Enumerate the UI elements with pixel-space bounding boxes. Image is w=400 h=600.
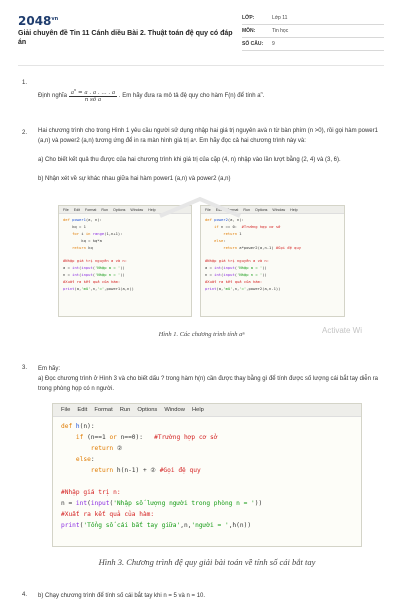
code-token: (a,	[74, 286, 82, 292]
code-token: input	[223, 272, 235, 278]
code-line	[205, 238, 340, 245]
menu-item-options[interactable]: Options	[112, 207, 126, 212]
code-token: (	[92, 272, 96, 278]
chevron-decoration-icon	[155, 196, 245, 218]
code-token: input	[223, 265, 235, 271]
question-3-part-a: a) Đọc chương trình ở Hình 3 và cho biết dấu ? trong hàm h(n) cần được thay bằng gì để tính được số lượng cái bắt tay diễn ra trong phòng họp có n người.	[38, 376, 378, 392]
code-line	[205, 258, 340, 265]
code-token: #Nhập giá trị nguyên a và n:	[63, 258, 128, 264]
code-token: kq = 1	[63, 223, 86, 229]
code-line	[205, 279, 340, 286]
code-token: #Gọi đệ quy	[159, 467, 201, 474]
code-token: h	[75, 423, 80, 430]
code-line	[63, 252, 187, 259]
code-token: (1,n+1):	[104, 230, 123, 236]
code-line	[63, 272, 187, 279]
code-token: (	[221, 265, 224, 271]
code-token: def	[205, 217, 215, 222]
menu-item-help[interactable]: Help	[290, 207, 298, 212]
code-token: (a, n):	[227, 217, 244, 222]
menu-item-file[interactable]: File	[61, 407, 71, 413]
code-line	[205, 224, 340, 231]
menu-item-help[interactable]: Help	[148, 207, 156, 212]
code-token: n==0):	[120, 434, 155, 441]
code-token: ))	[120, 265, 125, 271]
code-token: int	[72, 272, 80, 278]
code-token: 1	[101, 434, 110, 441]
code-line	[61, 509, 353, 520]
code-token: 'Tổng số cái bắt tay giữa'	[83, 522, 181, 529]
code-token: else	[61, 456, 91, 463]
code-token: input	[81, 272, 93, 278]
site-logo[interactable]: $2048^{vn}$	[18, 14, 59, 28]
question-3-part-b: b) Chạy chương trình để tính số cái bắt tay khi n = 5 và n = 10.	[38, 593, 206, 599]
code-token: (	[79, 265, 82, 271]
meta-row-count: SỐ CÂU: 9	[242, 38, 384, 51]
code-token: print	[61, 522, 80, 529]
code-line	[61, 487, 353, 498]
code-token: int	[72, 265, 80, 271]
code-token: ,n,	[232, 286, 240, 292]
figure-3-caption: Hình 3. Chương trình đệ quy giải bài toán về tính số cái bắt tay	[98, 557, 316, 567]
code-token: 'Nhập a = '	[237, 265, 263, 271]
code-token: range	[92, 230, 105, 236]
code-token: return	[205, 230, 240, 236]
code-token: print	[63, 286, 75, 292]
code-line	[205, 231, 340, 238]
code-line	[205, 272, 340, 279]
code-token: 'mũ'	[81, 286, 91, 292]
menu-bar	[53, 404, 361, 417]
code-line	[205, 265, 340, 272]
code-token: def	[61, 423, 76, 430]
code-token: #Trường hợp cơ sở	[241, 223, 281, 229]
code-token: n == 0:	[221, 223, 242, 229]
code-token: h(n-1) + ②	[116, 467, 160, 474]
question-3-number: 3.	[22, 365, 28, 371]
power-definition-formula: $\frac{a^n = a . a . ... . a}{\text{n số a}}$	[70, 87, 116, 104]
code-token: return	[61, 445, 117, 452]
code-line	[205, 217, 340, 224]
code-line	[61, 520, 353, 531]
code-token: power2	[214, 217, 228, 222]
question-2-part-b: b) Nhận xét về sự khác nhau giữa hai hàm power1 (a,n) và power2 (a,n)	[38, 176, 231, 182]
code-line	[61, 476, 353, 487]
code-token: (	[109, 500, 114, 507]
code-token: 'người = '	[191, 522, 229, 529]
code-token: 'mũ'	[223, 286, 233, 292]
code-token: #Nhập giá trị nguyên a và n:	[205, 258, 270, 264]
code-window-handshake	[52, 403, 362, 547]
code-token: 'Nhập n = '	[237, 272, 263, 278]
code-token: i	[81, 230, 86, 236]
question-2-text: Hai chương trình cho trong Hình 1 yêu cầu người sử dụng nhập hai giá trị nguyên avà n từ bàn phím (n >0), rồi gọi hàm power1 (a,n) và power2 (a,n) tương ứng để in ra màn hình giá trị aⁿ. Em hãy đọc cả hai chương trình này và:	[38, 128, 378, 144]
code-token: input	[81, 265, 93, 271]
menu-item-file[interactable]: File	[205, 207, 211, 212]
menu-item-window[interactable]: Window	[130, 207, 144, 212]
code-line	[61, 454, 353, 465]
code-token: 'Nhập n = '	[95, 272, 121, 278]
code-line	[63, 245, 187, 252]
code-line	[61, 465, 353, 476]
code-token: return	[63, 244, 89, 250]
meta-row-subject: MÔN: Tin học	[242, 25, 384, 38]
code-line	[63, 217, 187, 224]
figure-1-caption: Hình 1. Các chương trình tính aⁿ	[158, 331, 245, 338]
code-token: (a, n):	[85, 217, 102, 222]
code-handshake	[53, 417, 361, 535]
code-line	[61, 421, 353, 432]
code-line	[205, 286, 340, 293]
page-header	[18, 12, 384, 58]
code-token: :	[90, 456, 95, 463]
code-token: else	[205, 237, 224, 243]
menu-item-run[interactable]: Run	[101, 207, 108, 212]
code-token: n =	[205, 272, 215, 278]
code-token: ②	[116, 445, 123, 452]
code-token: for	[63, 230, 82, 236]
code-window-power1	[58, 205, 192, 317]
code-line	[61, 443, 353, 454]
code-token: int	[214, 272, 222, 278]
code-token: 'Nhập a = '	[95, 265, 121, 271]
code-line	[63, 279, 187, 286]
question-4-number: 4.	[22, 592, 28, 598]
code-token: (	[234, 265, 238, 271]
meta-table	[242, 12, 384, 51]
menu-item-options[interactable]: Options	[137, 407, 158, 413]
header-divider	[18, 65, 384, 66]
question-3-lead: Em hãy:	[38, 366, 61, 372]
code-token: a*power2(a,n-1)	[239, 244, 276, 250]
code-line	[63, 265, 187, 272]
code-token: input	[90, 500, 110, 507]
meta-row-class: LỚP: Lớp 11	[242, 12, 384, 25]
menu-item-run[interactable]: Run	[243, 207, 250, 212]
menu-item-format[interactable]: Format	[227, 207, 239, 212]
code-power2	[201, 214, 344, 296]
code-token: ))	[262, 272, 267, 278]
code-token: or	[109, 434, 121, 441]
code-token: 1	[239, 230, 242, 236]
code-token: (	[234, 272, 238, 278]
code-token: a =	[205, 265, 215, 271]
menu-item-window[interactable]: Window	[164, 407, 185, 413]
code-token: int	[75, 500, 88, 507]
code-token: return	[205, 244, 240, 250]
menu-item-edit[interactable]: Edit	[215, 207, 222, 212]
menu-item-format[interactable]: Format	[85, 207, 97, 212]
code-token: '='	[239, 286, 247, 292]
code-token: ,n,	[90, 286, 98, 292]
code-token: (n):	[79, 423, 95, 430]
code-token: #Xuất ra kết quả của hàm:	[63, 279, 121, 285]
code-token: int	[214, 265, 222, 271]
code-token: a =	[63, 265, 73, 271]
code-token: #Xuất ra kết quả của hàm:	[205, 279, 263, 285]
code-line	[63, 286, 187, 293]
code-line	[205, 245, 340, 252]
code-token: ,power2(a,n-1))	[246, 286, 281, 292]
menu-item-window[interactable]: Window	[272, 207, 286, 212]
code-token: ))	[120, 272, 125, 278]
code-token: kq = kq*a	[63, 237, 102, 243]
menu-item-help[interactable]: Help	[191, 407, 204, 413]
code-token: n =	[63, 272, 73, 278]
code-token: (	[92, 265, 96, 271]
question-2-number: 2.	[22, 130, 28, 136]
code-token: (	[79, 522, 84, 529]
code-token: (	[79, 272, 82, 278]
code-token: #Gọi đệ quy	[275, 244, 302, 250]
menu-item-edit[interactable]: Edit	[73, 207, 80, 212]
menu-item-options[interactable]: Options	[254, 207, 268, 212]
code-token: power1	[72, 217, 86, 222]
question-2-part-a: a) Cho biết kết quả thu được của hai chương trình khi giá trị của cặp (4, n) nhập vào lần lượt bằng (2, 4) và (3, 6).	[38, 157, 341, 163]
code-token: n =	[61, 500, 76, 507]
code-token: if	[205, 223, 222, 229]
code-token: (	[87, 500, 91, 507]
code-line	[63, 238, 187, 245]
code-line	[63, 258, 187, 265]
code-token: ,h(n))	[228, 522, 252, 529]
code-power1	[59, 214, 191, 296]
code-token: (n==	[87, 434, 102, 441]
code-token: print	[205, 286, 217, 292]
code-token: (a,	[216, 286, 224, 292]
code-token: '='	[97, 286, 105, 292]
code-token: (	[221, 272, 224, 278]
activate-windows-watermark: Activate Wi	[322, 326, 363, 335]
code-line	[63, 224, 187, 231]
code-token: :	[223, 237, 226, 243]
code-token: #Trường hợp cơ sở	[154, 434, 218, 441]
menu-item-edit[interactable]: Edit	[77, 407, 88, 413]
document-title: Giải chuyên đề Tin 11 Cánh diều Bài 2. Thuật toán đệ quy có đáp án	[18, 30, 233, 46]
code-token: ))	[254, 500, 263, 507]
code-line	[61, 498, 353, 509]
code-line	[63, 231, 187, 238]
code-token: def	[63, 217, 73, 222]
code-token: 'Nhập số lượng người trong phòng n = '	[113, 500, 255, 507]
code-token: kq	[88, 244, 93, 250]
question-1-number: 1.	[22, 80, 28, 86]
menu-item-file[interactable]: File	[63, 207, 69, 212]
code-token: #Nhập giá trị n:	[61, 489, 121, 496]
code-token: ,power1(a,n))	[104, 286, 134, 292]
menu-item-run[interactable]: Run	[119, 407, 131, 413]
code-token: ))	[262, 265, 267, 271]
code-token: return	[61, 467, 117, 474]
code-line	[61, 432, 353, 443]
menu-item-format[interactable]: Format	[94, 407, 113, 413]
code-token: ,n,	[180, 522, 192, 529]
code-token: in	[85, 230, 93, 236]
code-token: if	[61, 434, 88, 441]
code-window-power2	[200, 205, 345, 317]
code-token: #Xuất ra kết quả của hàm:	[61, 511, 155, 518]
question-1-text: Định nghĩa $\frac{a^n = a . a . ... . a}{\text{n số a}}$ . Em hãy đưa ra mô tả đệ quy cho hàm F(n) để tính $a^n$.	[38, 87, 265, 104]
code-line	[205, 252, 340, 259]
